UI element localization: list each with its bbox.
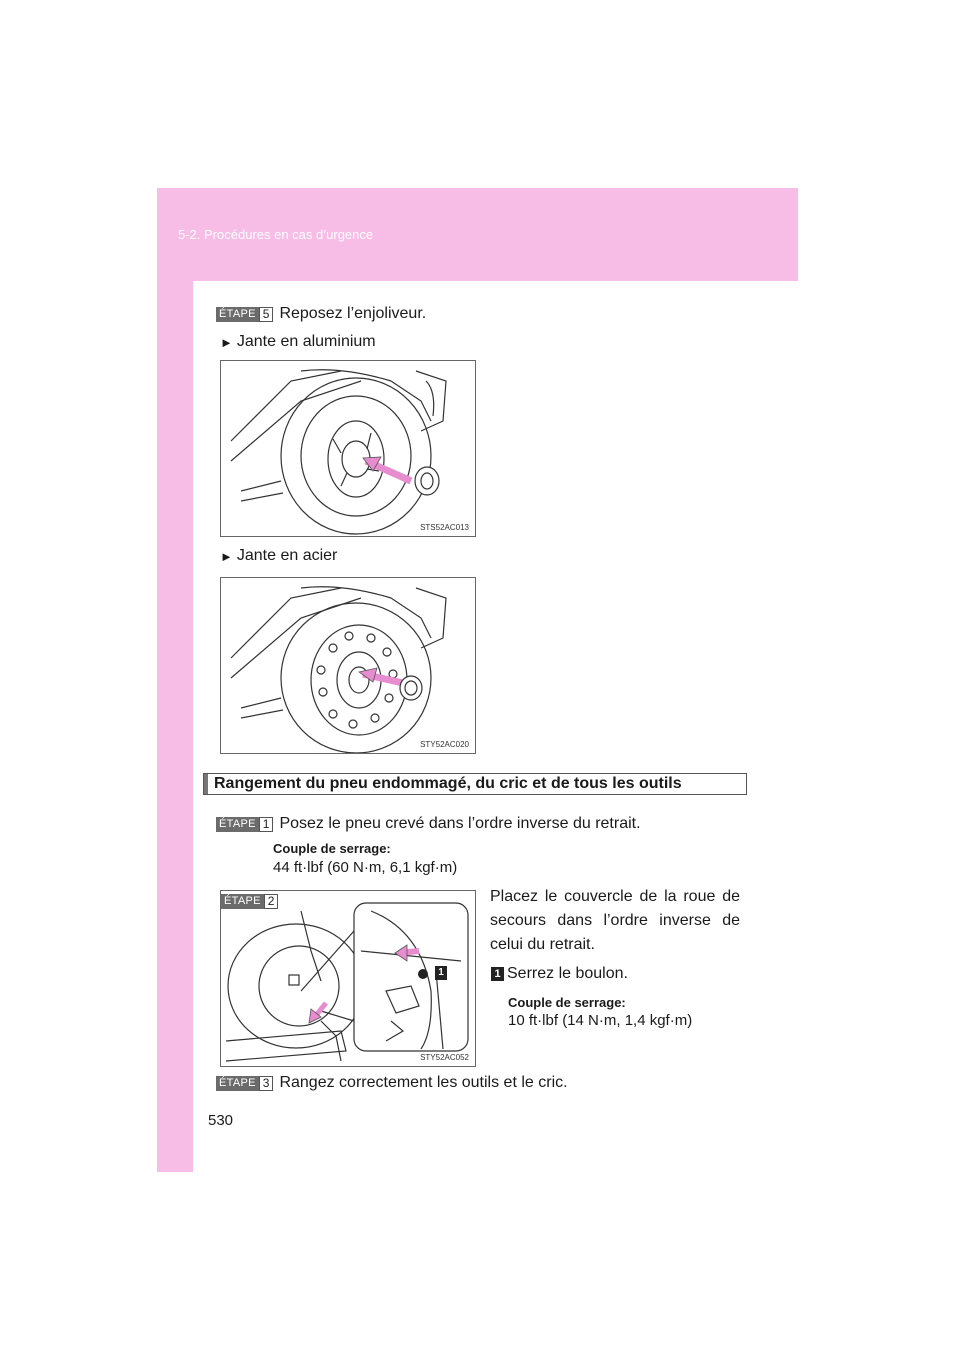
step-badge bbox=[216, 307, 273, 322]
wheel-alu-illustration bbox=[221, 361, 475, 536]
step-5 bbox=[216, 305, 426, 323]
torque-label: Couple de serrage: bbox=[273, 841, 391, 856]
sub-step-text: Serrez le boulon. bbox=[507, 965, 628, 982]
triangle-bullet-icon: ► bbox=[220, 548, 233, 564]
wheel-steel-illustration bbox=[221, 578, 475, 753]
alu-rim-label: Jante en aluminium bbox=[236, 333, 376, 350]
side-band bbox=[157, 188, 193, 1172]
alu-rim-heading bbox=[220, 333, 376, 351]
step-text: Posez le pneu crevé dans l’ordre inverse du retrait. bbox=[279, 815, 641, 832]
figure-steel-rim bbox=[220, 577, 476, 754]
steel-rim-heading bbox=[220, 547, 337, 565]
step-number: 3 bbox=[259, 1076, 274, 1091]
figure-alu-rim bbox=[220, 360, 476, 537]
page-number: 530 bbox=[208, 1112, 234, 1129]
figure-code: STY52AC020 bbox=[420, 740, 469, 749]
step-number: 1 bbox=[259, 817, 274, 832]
step-word: ÉTAPE bbox=[216, 307, 259, 322]
step-number: 2 bbox=[264, 894, 279, 909]
steel-rim-label: Jante en acier bbox=[236, 547, 338, 564]
step-number: 5 bbox=[259, 307, 274, 322]
step-word: ÉTAPE bbox=[216, 817, 259, 832]
torque-value: 44 ft·lbf (60 N·m, 6,1 kgf·m) bbox=[273, 859, 458, 876]
step-text: Rangez correctement les outils et le cric. bbox=[279, 1074, 568, 1091]
triangle-bullet-icon: ► bbox=[220, 334, 233, 350]
callout-marker: 1 bbox=[438, 967, 444, 978]
step-2-text: Placez le couvercle de la roue de secours dans l’ordre inverse de celui du retrait. bbox=[490, 888, 740, 953]
step-word: ÉTAPE bbox=[221, 894, 264, 909]
figure-code: STY52AC052 bbox=[420, 1053, 469, 1062]
figure-code: STS52AC013 bbox=[420, 523, 469, 532]
step-text: Reposez l’enjoliveur. bbox=[279, 305, 427, 322]
sub-step-1 bbox=[491, 965, 628, 983]
step-badge bbox=[216, 817, 273, 832]
torque-value: 10 ft·lbf (14 N·m, 1,4 kgf·m) bbox=[508, 1012, 693, 1029]
section-title: Rangement du pneu endommagé, du cric et de tous les outils bbox=[203, 773, 747, 795]
step-2 bbox=[221, 891, 284, 909]
step-word: ÉTAPE bbox=[216, 1076, 259, 1091]
section-reference: 5-2. Procédures en cas d’urgence bbox=[178, 227, 374, 242]
torque-label: Couple de serrage: bbox=[508, 995, 626, 1010]
figure-spare-cover bbox=[220, 890, 476, 1067]
sub-step-marker: 1 bbox=[491, 967, 504, 981]
step-badge bbox=[216, 1076, 273, 1091]
step-badge bbox=[221, 894, 278, 909]
step-3 bbox=[216, 1074, 568, 1092]
step-1 bbox=[216, 815, 641, 833]
